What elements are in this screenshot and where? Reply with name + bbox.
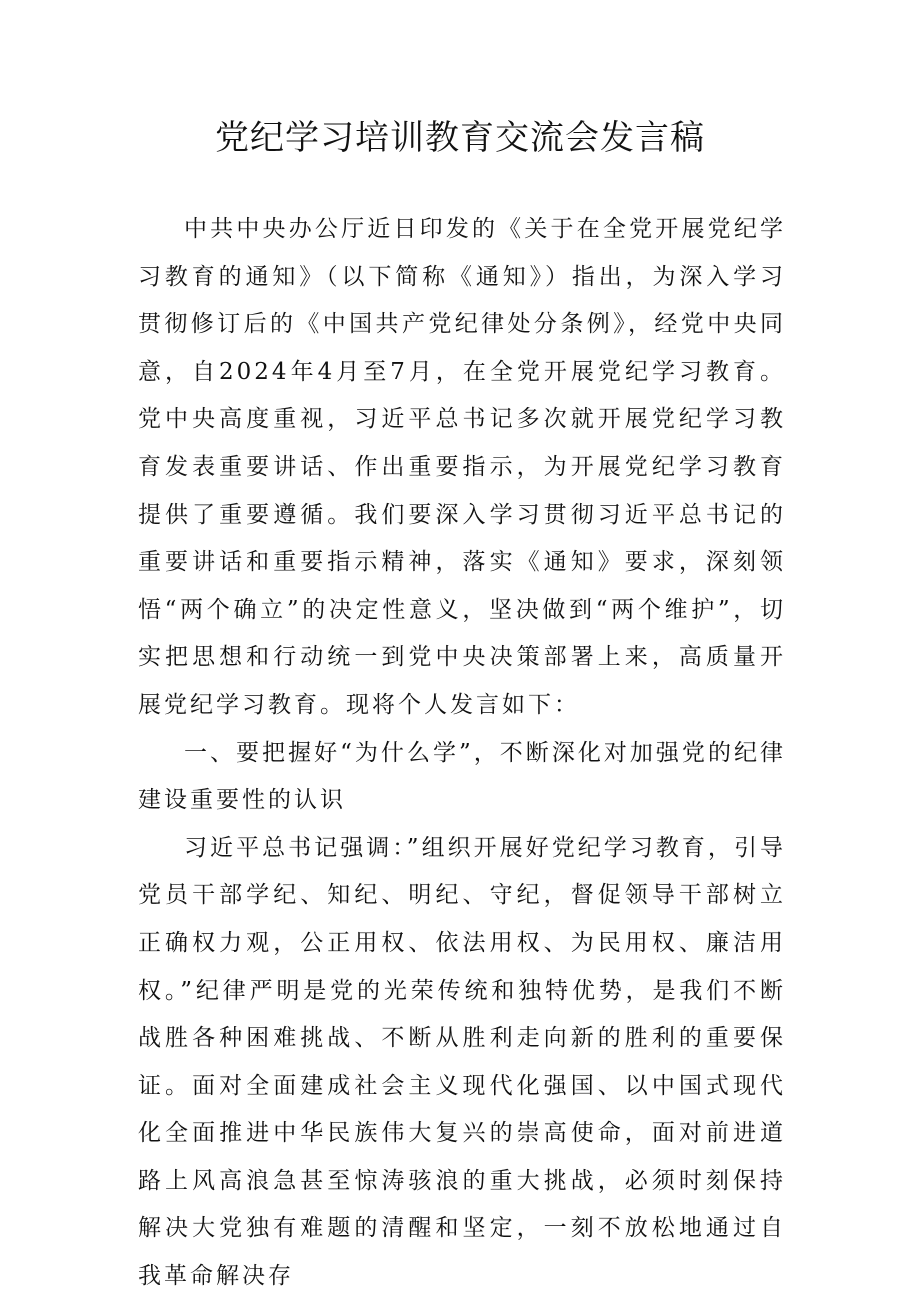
paragraph-section-1: 习近平总书记强调：”组织开展好党纪学习教育，引导党员干部学纪、知纪、明纪、守纪，督促领导干部树立正确权力观，公正用权、依法用权、为民用权、廉洁用权。”纪律严明是党的光荣传统和独特优势，是我们不断战胜各种困难挑战、不断从胜利走向新的胜利的重要保证。面对全面建成社会主义现代化强国、以中国式现代化全面推进中华民族伟大复兴的崇高使命，面对前进道路上风高浪急甚至惊涛骇浪的重大挑战，必须时刻保持解决大党独有难题的清醒和坚定，一刻不放松地通过自我革命解决存: [138, 834, 786, 1290]
document-title: 党纪学习培训教育交流会发言稿: [215, 118, 705, 158]
paragraph-intro: 中共中央办公厅近日印发的《关于在全党开展党纪学习教育的通知》（以下简称《通知》）指出，为深入学习贯彻修订后的《中国共产党纪律处分条例》，经党中央同意，自2024年4月至7月，在全党开展党纪学习教育。党中央高度重视，习近平总书记多次就开展党纪学习教育发表重要讲话、作出重要指示，为开展党纪学习教育提供了重要遵循。我们要深入学习贯彻习近平总书记的重要讲话和重要指示精神，落实《通知》要求，深刻领悟“两个确立”的决定性意义，坚决做到“两个维护”，切实把思想和行动统一到党中央决策部署上来，高质量开展党纪学习教育。现将个人发言如下：: [138, 216, 786, 718]
section-heading-1: 一、要把握好“为什么学”，不断深化对加强党的纪律建设重要性的认识: [138, 739, 786, 814]
document-body: [138, 206, 786, 1301]
